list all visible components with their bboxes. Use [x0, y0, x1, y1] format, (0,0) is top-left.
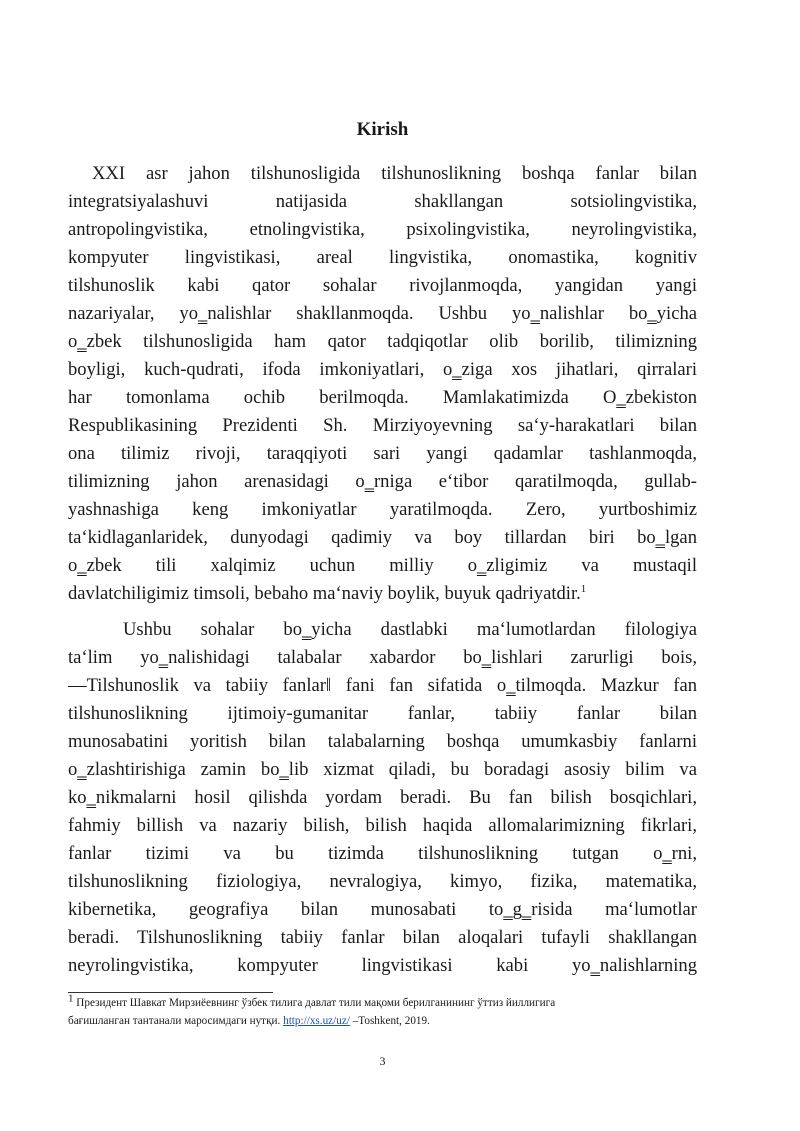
text-line-content: tilshunoslikning fiziologiya, nevralogiya, kimyo, fizika, matematika, [68, 871, 697, 892]
text-line [68, 360, 697, 380]
text-line [68, 872, 697, 892]
text-line [68, 444, 697, 464]
text-line [68, 760, 697, 780]
text-line [68, 816, 697, 836]
text-line [68, 844, 697, 864]
text-line-content: o‗zlashtirishiga zamin bo‗lib xizmat qiladi, bu boradagi asosiy bilim va [68, 759, 697, 780]
text-line-content: tilshunoslikning ijtimoiy-gumanitar fanlar, tabiiy fanlar bilan [68, 703, 697, 724]
text-line [68, 416, 697, 436]
text-line [92, 164, 697, 184]
text-line [68, 788, 697, 808]
text-line-content: ko‗nikmalarni hosil qilishda yordam beradi. Bu fan bilish bosqichlari, [68, 787, 697, 808]
text-line-content: ona tilimiz rivoji, taraqqiyoti sari yangi qadamlar tashlanmoqda, [68, 443, 697, 464]
footnote-text-3: –Toshkent, 2019. [349, 1015, 430, 1027]
text-line [68, 928, 697, 948]
text-line [68, 332, 697, 352]
page-number: 3 [379, 1054, 386, 1068]
text-line-content: ta‘kidlaganlaridek, dunyodagi qadimiy va boy tillardan biri bo‗lgan [68, 527, 697, 548]
text-line [68, 192, 697, 212]
text-line-content: Respublikasining Prezidenti Sh. Mirziyoyevning sa‘y-harakatlari bilan [68, 415, 697, 436]
text-line-content: antropolingvistika, etnolingvistika, psixolingvistika, neyrolingvistika, [68, 219, 697, 240]
text-line [68, 304, 697, 324]
text-line-content: kibernetika, geografiya bilan munosabati to‗g‗risida ma‘lumotlar [68, 899, 697, 920]
text-line-content: tilimizning jahon arenasidagi o‗rniga e‘tibor qaratilmoqda, gullab- [68, 471, 697, 492]
text-line-content: tilshunoslik kabi qator sohalar rivojlanmoqda, yangidan yangi [68, 275, 697, 296]
text-line [68, 472, 697, 492]
footnote-rule [68, 992, 273, 993]
text-line-content: beradi. Tilshunoslikning tabiiy fanlar bilan aloqalari tufayli shakllangan [68, 927, 697, 948]
text-line [68, 500, 697, 520]
text-line-content: fahmiy billish va nazariy bilish, bilish haqida allomalarimizning fikrlari, [68, 815, 697, 836]
footnote-line-2 [68, 1014, 708, 1028]
text-line-content: o‗zbek tili xalqimiz uchun milliy o‗zligimiz va mustaqil [68, 555, 697, 576]
text-line-content: yashnashiga keng imkoniyatlar yaratilmoqda. Zero, yurtboshimiz [68, 499, 697, 520]
text-line-content: ta‘lim yo‗nalishidagi talabalar xabardor bo‗lishlari zarurligi bois, [68, 647, 697, 668]
text-line [68, 704, 697, 724]
text-line-content: har tomonlama ochib berilmoqda. Mamlakatimizda O‗zbekiston [68, 387, 697, 408]
text-line-content: boyligi, kuch-qudrati, ifoda imkoniyatlari, o‗ziga xos jihatlari, qirralari [68, 359, 697, 380]
text-line-content: fanlar tizimi va bu tizimda tilshunoslikning tutgan o‗rni, [68, 843, 697, 864]
footnote-text-2: бағишланган тантанали маросимдаги нутқи. [68, 1015, 284, 1027]
text-line [68, 900, 697, 920]
text-line-content: ―Tilshunoslik va tabiiy fanlar‖ fani fan sifatida o‗tilmoqda. Mazkur fan [68, 675, 697, 696]
text-line [68, 248, 697, 268]
text-line-content: integratsiyalashuvi natijasida shakllangan sotsiolingvistika, [68, 191, 697, 212]
footnote-ref: 1 [580, 582, 587, 595]
text-line [68, 732, 697, 752]
text-line-content: nazariyalar, yo‗nalishlar shakllanmoqda. Ushbu yo‗nalishlar bo‗yicha [68, 303, 697, 324]
text-line [68, 528, 697, 548]
text-line-content: munosabatini yoritish bilan talabalarning boshqa umumkasbiy fanlarni [68, 731, 697, 752]
text-line [68, 556, 697, 576]
text-line [68, 220, 697, 240]
text-line [68, 584, 697, 604]
page-title: Kirish [356, 119, 409, 140]
text-line [68, 276, 697, 296]
text-line-content: o‗zbek tilshunosligida ham qator tadqiqotlar olib borilib, tilimizning [68, 331, 697, 352]
text-line [68, 648, 697, 668]
text-line [68, 388, 697, 408]
text-line-content: kompyuter lingvistikasi, areal lingvistika, onomastika, kognitiv [68, 247, 697, 268]
footnote-number: 1 [68, 992, 74, 1005]
text-line-content: davlatchiligimiz timsoli, bebaho ma‘naviy boylik, buyuk qadriyatdir. [68, 583, 581, 604]
text-line [123, 620, 697, 640]
footnote-text-1: Президент Шавкат Мирзиёевнинг ўзбек тилига давлат тили мақоми берилганининг ўттиз йиллигига [73, 997, 556, 1009]
text-line [68, 956, 697, 976]
footnote-link[interactable]: http://xs.uz/uz/ [283, 1015, 350, 1027]
text-line [68, 676, 697, 696]
footnote-line-1 [68, 992, 708, 1010]
text-line-content: XXI asr jahon tilshunosligida tilshunoslikning boshqa fanlar bilan [92, 163, 697, 184]
text-line-content: neyrolingvistika, kompyuter lingvistikasi kabi yo‗nalishlarning [68, 955, 697, 976]
text-line-content: Ushbu sohalar bo‗yicha dastlabki ma‘lumotlardan filologiya [123, 619, 697, 640]
